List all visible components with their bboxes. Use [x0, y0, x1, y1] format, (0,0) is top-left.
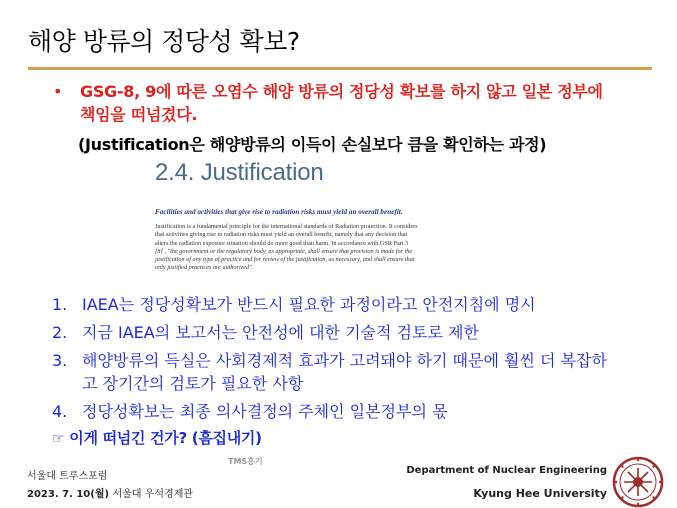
- list-item: [52, 320, 479, 343]
- list-number: 4.: [52, 402, 68, 421]
- list-text: 정당성확보는 최종 의사결정의 주체인 일본정부의 몫: [82, 402, 448, 421]
- bullet-item: [53, 80, 646, 126]
- watermark: TMS홍기: [228, 457, 263, 466]
- final-line: [52, 427, 262, 448]
- pointing-hand-icon: ☞: [52, 431, 65, 447]
- document-excerpt: [145, 155, 483, 290]
- list-item: [52, 399, 447, 422]
- department-name: Department of Nuclear Engineering: [406, 465, 607, 476]
- university-seal-icon: [612, 456, 664, 508]
- excerpt-line: that activities giving rise to radiation risks must yield an overall benefit, namely that any decision that: [155, 231, 408, 239]
- list-text: 지금 IAEA의 보고서는 안전성에 대한 기술적 검토로 제한: [82, 323, 479, 342]
- bullet-line-2: 책임을 떠넘겼다.: [80, 105, 198, 124]
- excerpt-body: [155, 223, 485, 273]
- list-item-continuation: 고 장기간의 검토가 필요한 사항: [82, 374, 304, 393]
- footer-venue: 서울대 우석경제관: [112, 489, 194, 500]
- excerpt-line-italic: justification of any type of practice and for review of the justification, as necessary, and shall ensure that: [155, 256, 415, 264]
- title-rule: [28, 67, 652, 70]
- list-number: 1.: [52, 295, 68, 314]
- excerpt-line: Justification is a fundamental principle for the international standards of Radiation protection. It considers: [155, 223, 418, 230]
- excerpt-line: alters the radiation exposure situation should do more good than harm. In accordance with GSR Part 3: [155, 239, 409, 247]
- excerpt-subheading: Facilities and activities that give rise to radiation risks must yield an overall benefit.: [155, 208, 403, 216]
- list-number: 2.: [52, 323, 68, 342]
- excerpt-heading: 2.4. Justification: [155, 159, 324, 186]
- list-text: 해양방류의 득실은 사회경제적 효과가 고려돼야 하기 때문에 훨씬 더 복잡하: [82, 351, 607, 370]
- excerpt-line-italic: [8] , "the government or the regulatory body, as appropriate, shall ensure that provision is made for the: [155, 247, 413, 255]
- list-item: [52, 348, 607, 371]
- excerpt-line-italic: only justified practices are authorized".: [155, 264, 254, 272]
- list-number: 3.: [52, 351, 68, 370]
- slide-title: 해양 방류의 정당성 확보?: [28, 27, 300, 56]
- footer-date: 2023. 7. 10(월): [27, 489, 110, 500]
- sub-note: (Justification은 해양방류의 이득이 손실보다 큼을 확인하는 과정): [78, 135, 547, 154]
- footer-event: 서울대 트루스포럼: [27, 471, 108, 482]
- list-item: [52, 292, 536, 315]
- list-text: IAEA는 정당성확보가 반드시 필요한 과정이라고 안전지침에 명시: [82, 295, 536, 314]
- university-name: Kyung Hee University: [473, 487, 607, 500]
- bullet-line-1: GSG-8, 9에 따른 오염수 해양 방류의 정당성 확보를 하지 않고 일본 정부에: [80, 82, 603, 101]
- bullet-dot: •: [53, 82, 63, 101]
- footer-date-venue: [27, 485, 193, 500]
- final-line-text: 이게 떠넘긴 건가? (흠집내기): [69, 429, 262, 447]
